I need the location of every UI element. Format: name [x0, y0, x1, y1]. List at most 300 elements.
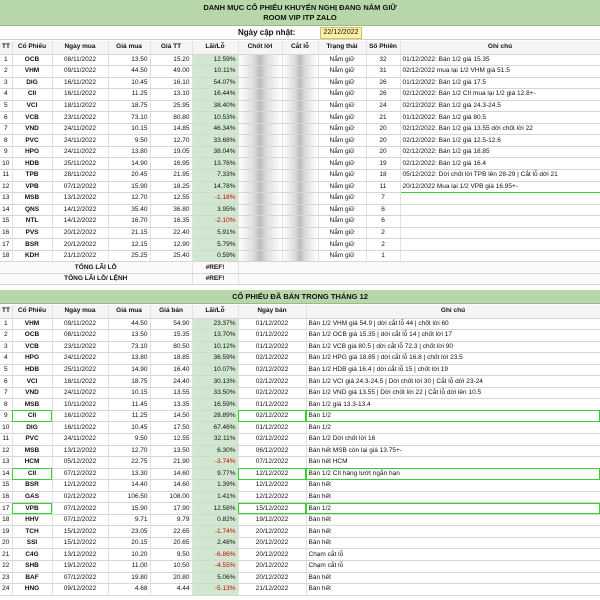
sell-date[interactable]: 19/12/2022 — [238, 514, 306, 526]
profit-loss[interactable]: 1.39% — [192, 480, 238, 492]
profit-loss[interactable]: 13.76% — [192, 158, 238, 170]
buy-date[interactable]: 20/12/2022 — [52, 227, 108, 239]
stock-symbol[interactable]: DIG — [12, 77, 52, 89]
market-price[interactable]: 36.80 — [150, 204, 192, 216]
market-price[interactable]: 25.40 — [150, 250, 192, 262]
note[interactable]: Bán 1/2 HPG giá 18.85 | dời cắt lỗ 16.8 | chốt lời 23.5 — [306, 353, 600, 365]
sell-price[interactable]: 20.80 — [150, 572, 192, 584]
buy-date[interactable]: 24/11/2022 — [52, 433, 108, 445]
buy-date[interactable]: 13/12/2022 — [52, 193, 108, 205]
status[interactable]: Nắm giữ — [318, 193, 366, 205]
note[interactable]: Bán 1/2 — [306, 422, 600, 434]
sell-date[interactable]: 02/12/2022 — [238, 433, 306, 445]
profit-loss[interactable]: 1.41% — [192, 491, 238, 503]
sold-row[interactable] — [0, 491, 600, 503]
buy-price[interactable]: 44.50 — [108, 318, 150, 330]
note[interactable]: 02/12/2022: Bán 1/2 giá 12.5-12.6 — [400, 135, 600, 147]
sold-row[interactable] — [0, 387, 600, 399]
sell-price[interactable]: 17.90 — [150, 503, 192, 515]
holding-row[interactable] — [0, 216, 600, 228]
note[interactable] — [400, 204, 600, 216]
sold-row[interactable] — [0, 433, 600, 445]
stock-symbol[interactable]: HDB — [12, 364, 52, 376]
note[interactable]: Chạm cắt lỗ — [306, 560, 600, 572]
stock-symbol[interactable]: HDB — [12, 158, 52, 170]
holding-col-header[interactable]: Ngày mua — [52, 41, 108, 54]
profit-loss[interactable]: 32.11% — [192, 433, 238, 445]
sold-row[interactable] — [0, 376, 600, 388]
sell-price[interactable]: 4.44 — [150, 584, 192, 596]
profit-loss[interactable]: 5.06% — [192, 572, 238, 584]
note[interactable]: Bán 1/2 VCI giá 24.3-24.5 | Dời chốt lời 30 | Cắt lỗ dời 23-24 — [306, 376, 600, 388]
buy-price[interactable]: 44.50 — [108, 66, 150, 78]
market-price[interactable]: 16.95 — [150, 158, 192, 170]
total-pl-per-order-value[interactable]: #REF! — [192, 273, 238, 285]
sell-date[interactable]: 01/12/2022 — [238, 399, 306, 411]
holding-row[interactable] — [0, 227, 600, 239]
buy-date[interactable]: 08/11/2022 — [52, 330, 108, 342]
profit-loss[interactable]: 0.59% — [192, 250, 238, 262]
sold-row[interactable] — [0, 445, 600, 457]
buy-price[interactable]: 35.40 — [108, 204, 150, 216]
note[interactable]: Bán 1/2 — [306, 410, 600, 422]
note[interactable]: 02/12/2022: Bán 1/2 giá 13.55 dời chốt lời 22 — [400, 123, 600, 135]
holding-row[interactable] — [0, 100, 600, 112]
sell-price[interactable]: 13.50 — [150, 445, 192, 457]
profit-loss[interactable]: 16.44% — [192, 89, 238, 101]
note[interactable]: Bán hết — [306, 480, 600, 492]
note[interactable] — [400, 239, 600, 251]
sell-price[interactable]: 13.35 — [150, 399, 192, 411]
stock-symbol[interactable]: PVC — [12, 433, 52, 445]
sell-price[interactable]: 9.50 — [150, 549, 192, 561]
sell-date[interactable]: 07/12/2022 — [238, 457, 306, 469]
profit-loss[interactable]: 0.82% — [192, 514, 238, 526]
buy-price[interactable]: 11.25 — [108, 410, 150, 422]
buy-price[interactable]: 21.15 — [108, 227, 150, 239]
stock-symbol[interactable]: VND — [12, 123, 52, 135]
buy-date[interactable]: 12/12/2022 — [52, 480, 108, 492]
sell-date[interactable]: 01/12/2022 — [238, 341, 306, 353]
buy-date[interactable]: 07/12/2022 — [52, 468, 108, 480]
sell-date[interactable]: 02/12/2022 — [238, 410, 306, 422]
note[interactable]: Bán 1/2 Dời chốt lời 16 — [306, 433, 600, 445]
note[interactable]: Bán 1/2 VCB giá 80.5 | dời cắt lỗ 72.3 | chốt lời 90 — [306, 341, 600, 353]
sold-row[interactable] — [0, 318, 600, 330]
buy-date[interactable]: 15/12/2022 — [52, 526, 108, 538]
holding-col-header[interactable]: TT — [0, 41, 12, 54]
note[interactable]: Bán 1/2 VND giá 13.55 | Dời chốt lời 22 | Cắt lỗ dời lên 10.5 — [306, 387, 600, 399]
sell-date[interactable]: 20/12/2022 — [238, 549, 306, 561]
sold-col-header[interactable]: Ngày bán — [238, 305, 306, 318]
buy-date[interactable]: 07/12/2022 — [52, 572, 108, 584]
buy-date[interactable]: 25/11/2022 — [52, 158, 108, 170]
buy-date[interactable]: 24/11/2022 — [52, 123, 108, 135]
holding-row[interactable] — [0, 239, 600, 251]
stock-symbol[interactable]: VCI — [12, 100, 52, 112]
market-price[interactable]: 22.40 — [150, 227, 192, 239]
session-count[interactable]: 26 — [366, 89, 400, 101]
buy-date[interactable]: 13/12/2022 — [52, 445, 108, 457]
sell-date[interactable]: 02/12/2022 — [238, 364, 306, 376]
sold-row[interactable] — [0, 341, 600, 353]
session-count[interactable]: 2 — [366, 239, 400, 251]
holding-row[interactable] — [0, 181, 600, 193]
buy-date[interactable]: 18/11/2022 — [52, 100, 108, 112]
profit-loss[interactable]: 2.48% — [192, 537, 238, 549]
note[interactable]: Bán hết MSB còn lại giá 13.75+- — [306, 445, 600, 457]
note[interactable]: Chạm cắt lỗ — [306, 549, 600, 561]
stock-symbol[interactable]: HPG — [12, 146, 52, 158]
holding-col-header[interactable]: Lãi/Lỗ — [192, 41, 238, 54]
buy-price[interactable]: 10.20 — [108, 549, 150, 561]
stock-symbol[interactable]: VCI — [12, 376, 52, 388]
update-date-value[interactable]: 22/12/2022 — [320, 27, 362, 39]
note[interactable]: Bán hết — [306, 584, 600, 596]
status[interactable]: Nắm giữ — [318, 123, 366, 135]
session-count[interactable]: 1 — [366, 250, 400, 262]
sell-date[interactable]: 20/12/2022 — [238, 537, 306, 549]
profit-loss[interactable]: 6.30% — [192, 445, 238, 457]
status[interactable]: Nắm giữ — [318, 216, 366, 228]
stock-symbol[interactable]: HCM — [12, 457, 52, 469]
sell-price[interactable]: 17.50 — [150, 422, 192, 434]
buy-price[interactable]: 11.45 — [108, 399, 150, 411]
holding-row[interactable] — [0, 193, 600, 205]
buy-date[interactable]: 08/11/2022 — [52, 54, 108, 66]
sold-row[interactable] — [0, 410, 600, 422]
status[interactable]: Nắm giữ — [318, 89, 366, 101]
buy-price[interactable]: 4.68 — [108, 584, 150, 596]
market-price[interactable]: 49.00 — [150, 66, 192, 78]
stock-symbol[interactable]: MSB — [12, 399, 52, 411]
profit-loss[interactable]: 33.50% — [192, 387, 238, 399]
buy-date[interactable]: 09/12/2022 — [52, 584, 108, 596]
market-price[interactable]: 15.20 — [150, 54, 192, 66]
profit-loss[interactable]: 46.34% — [192, 123, 238, 135]
status[interactable]: Nắm giữ — [318, 54, 366, 66]
profit-loss[interactable]: 38.04% — [192, 146, 238, 158]
sold-col-header[interactable]: TT — [0, 305, 12, 318]
session-count[interactable]: 20 — [366, 123, 400, 135]
sell-date[interactable]: 01/12/2022 — [238, 330, 306, 342]
buy-date[interactable]: 16/11/2022 — [52, 77, 108, 89]
sold-row[interactable] — [0, 330, 600, 342]
buy-date[interactable]: 24/11/2022 — [52, 387, 108, 399]
holding-col-header[interactable]: Chốt lời — [238, 41, 282, 54]
profit-loss[interactable]: 16.59% — [192, 399, 238, 411]
profit-loss[interactable]: 54.07% — [192, 77, 238, 89]
sell-date[interactable]: 21/12/2022 — [238, 584, 306, 596]
buy-price[interactable]: 106.50 — [108, 491, 150, 503]
buy-date[interactable]: 09/11/2022 — [52, 318, 108, 330]
stock-symbol[interactable]: DIG — [12, 422, 52, 434]
note[interactable]: 01/12/2022: Bán 1/2 giá 17.5 — [400, 77, 600, 89]
note[interactable]: 01/12/2022: Bán 1/2 giá 80.5 — [400, 112, 600, 124]
sell-price[interactable]: 14.60 — [150, 468, 192, 480]
session-count[interactable]: 2 — [366, 227, 400, 239]
session-count[interactable]: 20 — [366, 135, 400, 147]
profit-loss[interactable]: 12.58% — [192, 503, 238, 515]
note[interactable]: Bán 1/2 — [306, 503, 600, 515]
note[interactable]: Bán hết — [306, 491, 600, 503]
profit-loss[interactable]: 36.59% — [192, 353, 238, 365]
stock-symbol[interactable]: SHB — [12, 560, 52, 572]
stock-symbol[interactable]: VCB — [12, 112, 52, 124]
sell-date[interactable]: 12/12/2022 — [238, 480, 306, 492]
stock-symbol[interactable]: TPB — [12, 169, 52, 181]
buy-price[interactable]: 10.45 — [108, 77, 150, 89]
sold-col-header[interactable]: Cổ Phiếu — [12, 305, 52, 318]
sell-date[interactable]: 02/12/2022 — [238, 387, 306, 399]
sell-price[interactable]: 15.35 — [150, 330, 192, 342]
profit-loss[interactable]: 13.70% — [192, 330, 238, 342]
session-count[interactable]: 32 — [366, 54, 400, 66]
sold-row[interactable] — [0, 503, 600, 515]
holding-col-header[interactable]: Trạng thái — [318, 41, 366, 54]
status[interactable]: Nắm giữ — [318, 146, 366, 158]
profit-loss[interactable]: 10.12% — [192, 341, 238, 353]
status[interactable]: Nắm giữ — [318, 66, 366, 78]
note[interactable]: Bán 1/2 OCB giá 15.35 | dời cắt lỗ 14 | chốt lời 17 — [306, 330, 600, 342]
buy-date[interactable]: 07/12/2022 — [52, 181, 108, 193]
profit-loss[interactable]: -6.86% — [192, 549, 238, 561]
stock-symbol[interactable]: CII — [12, 468, 52, 480]
note[interactable]: Bán hết — [306, 537, 600, 549]
buy-date[interactable]: 20/12/2022 — [52, 239, 108, 251]
sold-row[interactable] — [0, 468, 600, 480]
note[interactable]: Bán hết — [306, 526, 600, 538]
buy-date[interactable]: 24/11/2022 — [52, 353, 108, 365]
market-price[interactable]: 13.10 — [150, 89, 192, 101]
buy-date[interactable]: 14/12/2022 — [52, 204, 108, 216]
sell-price[interactable]: 21.90 — [150, 457, 192, 469]
stock-symbol[interactable]: BSR — [12, 239, 52, 251]
sell-date[interactable]: 02/12/2022 — [238, 376, 306, 388]
stock-symbol[interactable]: VPB — [12, 181, 52, 193]
buy-date[interactable]: 21/12/2022 — [52, 250, 108, 262]
note[interactable]: 02/12/2022: Bán 1/2 giá 18.85 — [400, 146, 600, 158]
buy-price[interactable]: 18.75 — [108, 100, 150, 112]
profit-loss[interactable]: 33.68% — [192, 135, 238, 147]
profit-loss[interactable]: -1.18% — [192, 193, 238, 205]
sell-price[interactable]: 9.79 — [150, 514, 192, 526]
profit-loss[interactable]: 38.40% — [192, 100, 238, 112]
buy-date[interactable]: 16/11/2022 — [52, 422, 108, 434]
sold-row[interactable] — [0, 549, 600, 561]
note[interactable]: 02/12/2022: Bán 1/2 giá 24.3-24.5 — [400, 100, 600, 112]
buy-price[interactable]: 15.90 — [108, 181, 150, 193]
profit-loss[interactable]: 3.95% — [192, 204, 238, 216]
session-count[interactable]: 6 — [366, 204, 400, 216]
sell-date[interactable]: 02/12/2022 — [238, 353, 306, 365]
sell-price[interactable]: 10.50 — [150, 560, 192, 572]
market-price[interactable]: 12.70 — [150, 135, 192, 147]
note[interactable] — [400, 193, 600, 205]
buy-price[interactable]: 14.40 — [108, 480, 150, 492]
buy-price[interactable]: 20.15 — [108, 537, 150, 549]
market-price[interactable]: 12.55 — [150, 193, 192, 205]
buy-price[interactable]: 14.90 — [108, 364, 150, 376]
market-price[interactable]: 18.25 — [150, 181, 192, 193]
sell-date[interactable]: 20/12/2022 — [238, 526, 306, 538]
sell-date[interactable]: 20/12/2022 — [238, 560, 306, 572]
stock-symbol[interactable]: HNG — [12, 584, 52, 596]
profit-loss[interactable]: 10.53% — [192, 112, 238, 124]
note[interactable] — [400, 216, 600, 228]
buy-price[interactable]: 18.75 — [108, 376, 150, 388]
sell-price[interactable]: 24.40 — [150, 376, 192, 388]
holding-col-header[interactable]: Giá TT — [150, 41, 192, 54]
note[interactable]: Bán hết HCM — [306, 457, 600, 469]
market-price[interactable]: 21.95 — [150, 169, 192, 181]
market-price[interactable]: 12.90 — [150, 239, 192, 251]
buy-price[interactable]: 10.15 — [108, 123, 150, 135]
buy-date[interactable]: 07/12/2022 — [52, 514, 108, 526]
stock-symbol[interactable]: VCB — [12, 341, 52, 353]
sold-row[interactable] — [0, 537, 600, 549]
buy-date[interactable]: 23/11/2022 — [52, 112, 108, 124]
session-count[interactable]: 26 — [366, 77, 400, 89]
buy-price[interactable]: 11.25 — [108, 89, 150, 101]
profit-loss[interactable]: 10.07% — [192, 364, 238, 376]
sell-price[interactable]: 20.65 — [150, 537, 192, 549]
buy-date[interactable]: 25/11/2022 — [52, 364, 108, 376]
sold-row[interactable] — [0, 560, 600, 572]
buy-price[interactable]: 25.25 — [108, 250, 150, 262]
sold-row[interactable] — [0, 584, 600, 596]
sold-row[interactable] — [0, 514, 600, 526]
market-price[interactable]: 14.85 — [150, 123, 192, 135]
status[interactable]: Nắm giữ — [318, 100, 366, 112]
buy-price[interactable]: 14.90 — [108, 158, 150, 170]
sold-col-header[interactable]: Lãi/Lỗ — [192, 305, 238, 318]
stock-symbol[interactable]: VND — [12, 387, 52, 399]
holding-col-header[interactable]: Cắt lỗ — [282, 41, 318, 54]
session-count[interactable]: 7 — [366, 193, 400, 205]
buy-date[interactable]: 24/11/2022 — [52, 135, 108, 147]
status[interactable]: Nắm giữ — [318, 158, 366, 170]
profit-loss[interactable]: 28.89% — [192, 410, 238, 422]
sell-date[interactable]: 01/12/2022 — [238, 318, 306, 330]
holding-col-header[interactable]: Ghi chú — [400, 41, 600, 54]
stock-symbol[interactable]: VPB — [12, 503, 52, 515]
sell-price[interactable]: 18.85 — [150, 353, 192, 365]
profit-loss[interactable]: 7.33% — [192, 169, 238, 181]
buy-price[interactable]: 19.80 — [108, 572, 150, 584]
note[interactable]: Bán hết — [306, 514, 600, 526]
sold-col-header[interactable]: Giá mua — [108, 305, 150, 318]
buy-date[interactable]: 18/11/2022 — [52, 376, 108, 388]
sold-row[interactable] — [0, 364, 600, 376]
stock-symbol[interactable]: VHM — [12, 318, 52, 330]
buy-price[interactable]: 23.05 — [108, 526, 150, 538]
holding-row[interactable] — [0, 204, 600, 216]
holding-row[interactable] — [0, 54, 600, 66]
stock-symbol[interactable]: KDH — [12, 250, 52, 262]
stock-symbol[interactable]: PVS — [12, 227, 52, 239]
sell-price[interactable]: 108.00 — [150, 491, 192, 503]
holding-row[interactable] — [0, 250, 600, 262]
buy-date[interactable]: 23/11/2022 — [52, 341, 108, 353]
stock-symbol[interactable]: QNS — [12, 204, 52, 216]
buy-price[interactable]: 13.80 — [108, 146, 150, 158]
total-pl-value[interactable]: #REF! — [192, 262, 238, 274]
holding-row[interactable] — [0, 123, 600, 135]
buy-date[interactable]: 24/11/2022 — [52, 146, 108, 158]
holding-row[interactable] — [0, 66, 600, 78]
profit-loss[interactable]: 67.46% — [192, 422, 238, 434]
status[interactable]: Nắm giữ — [318, 135, 366, 147]
buy-date[interactable]: 16/11/2022 — [52, 89, 108, 101]
buy-price[interactable]: 13.50 — [108, 54, 150, 66]
note[interactable]: 01/12/2022: Bán 1/2 giá 15.35 — [400, 54, 600, 66]
session-count[interactable]: 20 — [366, 146, 400, 158]
holding-row[interactable] — [0, 169, 600, 181]
stock-symbol[interactable]: BAF — [12, 572, 52, 584]
market-price[interactable]: 80.80 — [150, 112, 192, 124]
sold-row[interactable] — [0, 526, 600, 538]
sold-col-header[interactable]: Giá bán — [150, 305, 192, 318]
stock-symbol[interactable]: TCH — [12, 526, 52, 538]
holding-row[interactable] — [0, 89, 600, 101]
sell-date[interactable]: 01/12/2022 — [238, 422, 306, 434]
stock-symbol[interactable]: BSR — [12, 480, 52, 492]
sold-row[interactable] — [0, 480, 600, 492]
note[interactable]: 20/12/2022 Mua lại 1/2 VPB giá 16.95+- — [400, 181, 600, 193]
sell-price[interactable]: 14.50 — [150, 410, 192, 422]
note[interactable]: Bán hết — [306, 572, 600, 584]
buy-price[interactable]: 10.45 — [108, 422, 150, 434]
note[interactable]: 02/12/2022: Bán 1/2 giá 16.4 — [400, 158, 600, 170]
stock-symbol[interactable]: PVC — [12, 135, 52, 147]
note[interactable]: Bán 1/2 giá 13.3-13.4 — [306, 399, 600, 411]
note[interactable]: Bán 1/2 VHM giá 54.9 | dời cắt lỗ 44 | chốt lời 60 — [306, 318, 600, 330]
status[interactable]: Nắm giữ — [318, 250, 366, 262]
stock-symbol[interactable]: GAS — [12, 491, 52, 503]
sell-price[interactable]: 13.55 — [150, 387, 192, 399]
stock-symbol[interactable]: OCB — [12, 54, 52, 66]
profit-loss[interactable]: -3.74% — [192, 457, 238, 469]
status[interactable]: Nắm giữ — [318, 181, 366, 193]
profit-loss[interactable]: 5.91% — [192, 227, 238, 239]
buy-date[interactable]: 05/12/2022 — [52, 457, 108, 469]
profit-loss[interactable]: 30.13% — [192, 376, 238, 388]
buy-date[interactable]: 19/12/2022 — [52, 560, 108, 572]
note[interactable] — [400, 250, 600, 262]
status[interactable]: Nắm giữ — [318, 169, 366, 181]
profit-loss[interactable]: 14.78% — [192, 181, 238, 193]
stock-symbol[interactable]: HHV — [12, 514, 52, 526]
profit-loss[interactable]: -4.55% — [192, 560, 238, 572]
buy-price[interactable]: 12.70 — [108, 445, 150, 457]
holding-col-header[interactable]: Cổ Phiếu — [12, 41, 52, 54]
market-price[interactable]: 16.35 — [150, 216, 192, 228]
buy-date[interactable]: 07/12/2022 — [52, 503, 108, 515]
status[interactable]: Nắm giữ — [318, 227, 366, 239]
buy-price[interactable]: 16.70 — [108, 216, 150, 228]
buy-price[interactable]: 9.50 — [108, 433, 150, 445]
sell-price[interactable]: 14.60 — [150, 480, 192, 492]
buy-price[interactable]: 20.45 — [108, 169, 150, 181]
profit-loss[interactable]: 23.37% — [192, 318, 238, 330]
note[interactable] — [400, 227, 600, 239]
stock-symbol[interactable]: CII — [12, 89, 52, 101]
session-count[interactable]: 11 — [366, 181, 400, 193]
sold-row[interactable] — [0, 353, 600, 365]
note[interactable]: Bán 1/2 CII hàng lướt ngắn hạn — [306, 468, 600, 480]
buy-date[interactable]: 16/11/2022 — [52, 410, 108, 422]
